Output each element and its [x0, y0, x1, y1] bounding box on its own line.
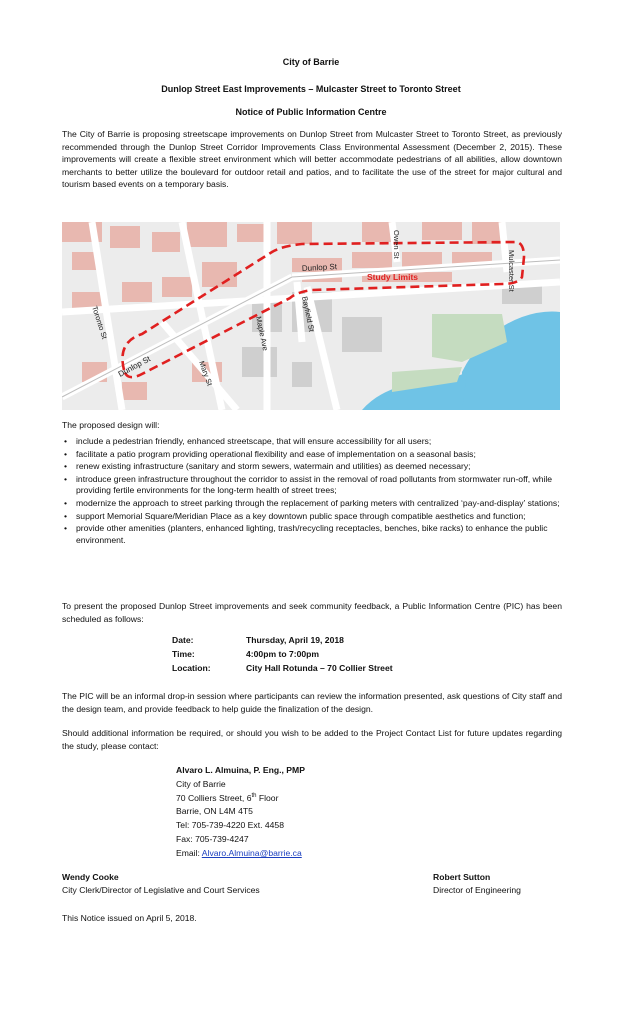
- list-item: • modernize the approach to street parking through the replacement of parking meters with centralized ‘pay-and-display’ stations;: [62, 498, 562, 510]
- location-value: City Hall Rotunda – 70 Collier Street: [246, 663, 393, 673]
- list-item: • include a pedestrian friendly, enhanced streetscape, that will ensure accessibility for all users;: [62, 436, 562, 448]
- map-label-mary: Mary St: [197, 359, 215, 387]
- contact-name: Alvaro L. Almuina, P. Eng., PMP: [176, 765, 305, 775]
- map-graphic: [62, 222, 560, 410]
- date-label: Date:: [172, 635, 194, 645]
- list-item: • facilitate a patio program providing operational flexibility and ease of implementation on a seasonal basis;: [62, 449, 562, 461]
- list-item: • provide other amenities (planters, enhanced lighting, trash/recycling receptacles, benches, bike racks) to enhance the public environment.: [62, 523, 562, 546]
- signature-right: [433, 871, 521, 897]
- signer-name: Wendy Cooke: [62, 872, 119, 882]
- project-title: Dunlop Street East Improvements – Mulcaster Street to Toronto Street: [161, 84, 461, 94]
- list-item: • support Memorial Square/Meridian Place as a key downtown public space through compatible aesthetics and function;: [62, 511, 562, 523]
- map-label-maple: Maple Ave: [254, 315, 271, 352]
- intro-paragraph: The City of Barrie is proposing streetscape improvements on Dunlop Street from Mulcaster Street to Toronto Street, as previously recommended through the Dunlop Street Corridor Improvements Class Environmental Assessment (December 2, 2015). These improvements will create a flexible street environment which will better accommodate pedestrians of all abilities, allow downtown merchants to better utilize the boulevard for outdoor retail and patios, and to facilitate the use of the street for major cultural and tourism based events on a temporary basis.: [62, 129, 562, 190]
- signer-name: Robert Sutton: [433, 872, 491, 882]
- contact-city: Barrie, ON L4M 4T5: [176, 806, 253, 817]
- present-paragraph: To present the proposed Dunlop Street improvements and seek community feedback, a Public Information Centre (PIC) has been scheduled as follows:: [62, 601, 562, 624]
- time-label: Time:: [172, 649, 195, 659]
- notice-title: Notice of Public Information Centre: [235, 107, 387, 117]
- signature-left: [62, 871, 260, 897]
- pic-paragraph: The PIC will be an informal drop-in session where participants can review the information presented, ask questions of City staff and the design team, and provide feedback to help guide the finalization of the design.: [62, 691, 562, 714]
- map-label-toronto: Toronto St: [90, 304, 110, 341]
- email-link[interactable]: Alvaro.Almuina@barrie.ca: [201, 847, 302, 858]
- contact-street: 70 Colliers Street, 6th Floor: [176, 792, 279, 803]
- contact-fax: Fax: 705-739-4247: [176, 833, 249, 844]
- signer-title: Director of Engineering: [433, 885, 521, 895]
- study-area-map: [62, 222, 560, 410]
- issued-date: This Notice issued on April 5, 2018.: [62, 913, 197, 923]
- map-label-dunlop-bottom: Dunlop St: [116, 354, 152, 379]
- org-title: City of Barrie: [282, 57, 340, 67]
- location-label: Location:: [172, 663, 211, 673]
- list-item: • introduce green infrastructure throughout the corridor to assist in the removal of road pollutants from stormwater run-off, while providing fertile environments for the long-term health of street trees;: [62, 474, 562, 497]
- map-label-dunlop-top: Dunlop St: [301, 262, 338, 273]
- list-item: • renew existing infrastructure (sanitary and storm sewers, watermain and utilities) as deemed necessary;: [62, 461, 562, 473]
- contact-block: [176, 764, 305, 861]
- contact-org: City of Barrie: [176, 778, 226, 789]
- map-label-study-limits: Study Limits: [367, 272, 419, 282]
- contact-request-paragraph: Should additional information be required, or should you wish to be added to the Project Contact List for future updates regarding the study, please contact:: [62, 728, 562, 751]
- design-intro: The proposed design will:: [62, 420, 160, 430]
- contact-email-row: Email: Alvaro.Almuina@barrie.ca: [176, 847, 302, 858]
- map-label-owen: Owen St: [392, 230, 401, 259]
- map-label-bayfield: Bayfield St: [300, 295, 317, 333]
- signer-title: City Clerk/Director of Legislative and Court Services: [62, 885, 260, 895]
- schedule: [172, 635, 393, 677]
- design-list: [62, 436, 562, 547]
- map-label-mulcaster: Mulcaster St: [507, 250, 516, 292]
- contact-tel: Tel: 705-739-4220 Ext. 4458: [176, 820, 284, 831]
- date-value: Thursday, April 19, 2018: [246, 635, 344, 645]
- time-value: 4:00pm to 7:00pm: [246, 649, 320, 659]
